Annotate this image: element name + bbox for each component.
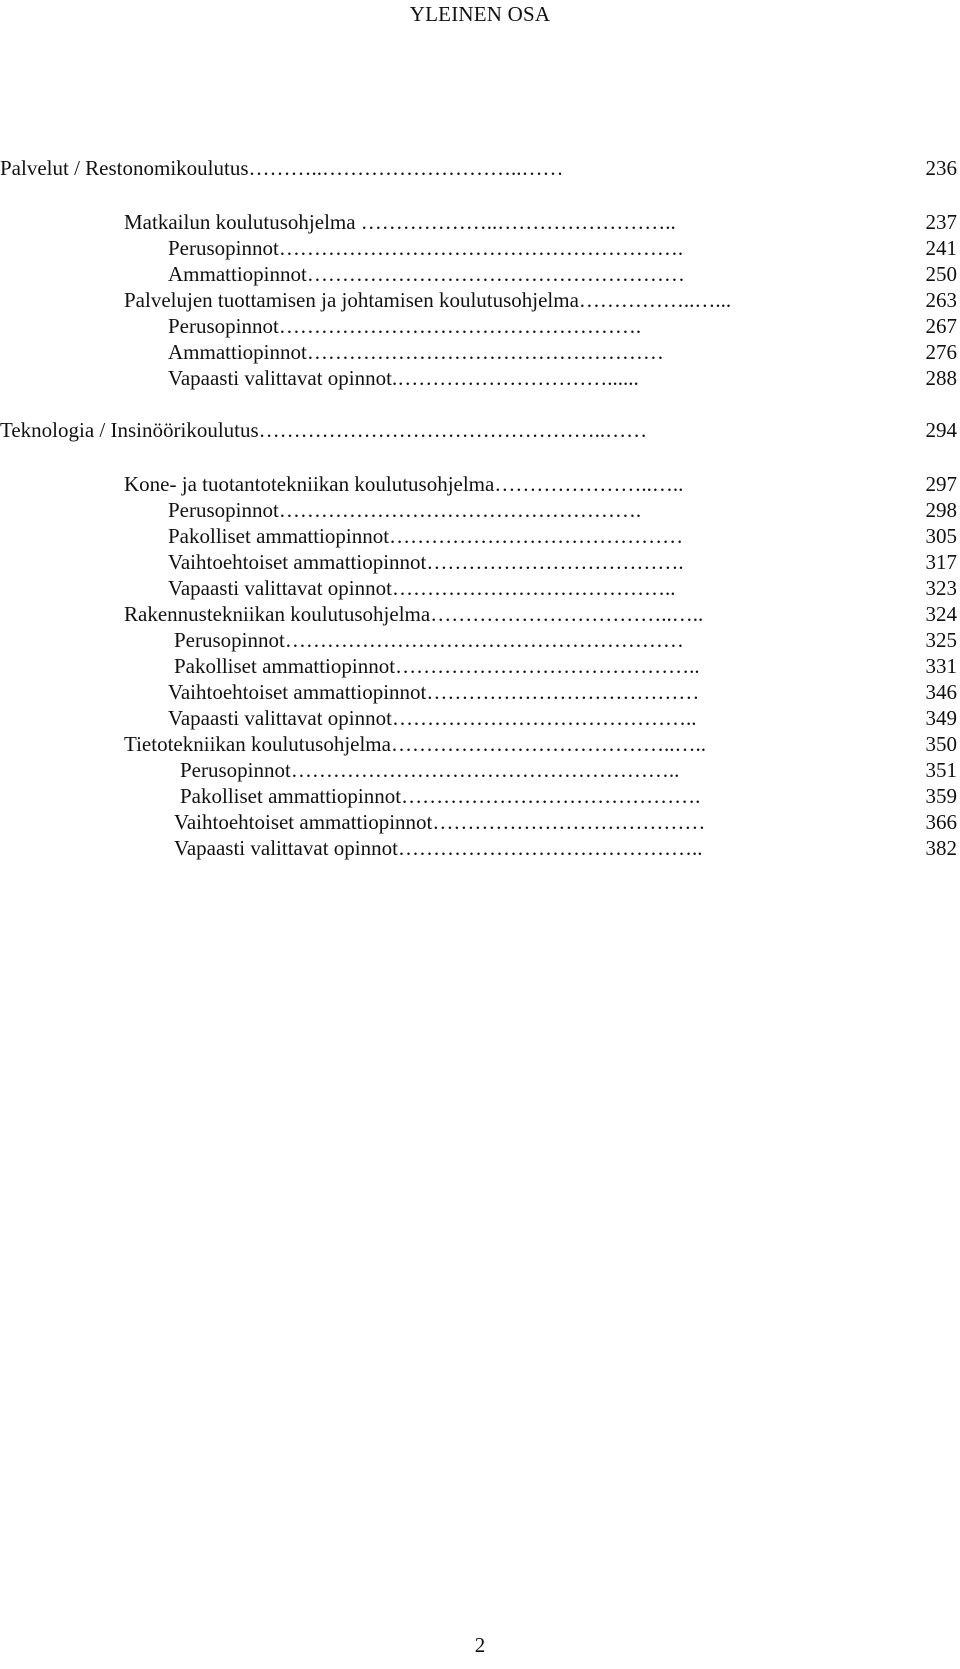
toc-entry — [0, 731, 960, 757]
toc-entry — [0, 757, 960, 783]
toc-entry-page: 351 — [925, 758, 957, 782]
page-number: 2 — [474, 1633, 486, 1657]
toc-entry — [0, 809, 960, 835]
toc-entry-page: 366 — [925, 810, 957, 834]
toc-entry-label: Kone- ja tuotantotekniikan koulutusohjelma…………………..….. — [124, 472, 684, 496]
toc-entry-label: Vaihtoehtoiset ammattiopinnot………………………………… — [168, 680, 700, 704]
toc-entry — [0, 601, 960, 627]
toc-entry — [0, 471, 960, 497]
toc-entry-page: 297 — [925, 472, 957, 496]
toc-entry — [0, 287, 960, 313]
toc-entry-label: Pakolliset ammattiopinnot…………………………………….. — [174, 654, 700, 678]
toc-entry-label: Vaihtoehtoiset ammattiopinnot………………………………. — [168, 550, 684, 574]
toc-entry — [0, 365, 960, 391]
toc-entry — [0, 261, 960, 287]
toc-entry — [0, 313, 960, 339]
toc-entry — [0, 497, 960, 523]
toc-entry — [0, 417, 960, 443]
toc-entry-page: 241 — [925, 236, 957, 260]
toc-entry-label: Vapaasti valittavat opinnot…………………………………….. — [174, 836, 703, 860]
toc-entry-label: Perusopinnot…………………………………………………. — [168, 236, 684, 260]
toc-entry — [0, 653, 960, 679]
toc-entry — [0, 339, 960, 365]
toc-entry-label: Perusopinnot………………………………………………… — [174, 628, 684, 652]
toc-entry-page: 236 — [925, 156, 957, 180]
toc-entry — [0, 835, 960, 861]
toc-entry-page: 346 — [925, 680, 957, 704]
page-header: YLEINEN OSA — [409, 2, 551, 26]
toc-entry-label: Pakolliset ammattiopinnot……………………………………. — [180, 784, 701, 808]
toc-entry-page: 331 — [925, 654, 957, 678]
toc-entry — [0, 783, 960, 809]
toc-entry-label: Tietotekniikan koulutusohjelma…………………………………..….. — [124, 732, 706, 756]
toc-entry-label: Rakennustekniikan koulutusohjelma……………………………..….. — [124, 602, 704, 626]
toc-entry-label: Palvelujen tuottamisen ja johtamisen koulutusohjelma……………..…... — [124, 288, 732, 312]
toc-entry-label: Ammattiopinnot……………………………………………… — [168, 262, 685, 286]
toc-entry-page: 382 — [925, 836, 957, 860]
toc-entry-label: Matkailun koulutusohjelma ………………..…………………….. — [124, 210, 676, 234]
toc-entry-label: Pakolliset ammattiopinnot…………………………………… — [168, 524, 684, 548]
toc-entry-page: 276 — [925, 340, 957, 364]
toc-entry-label: Vapaasti valittavat opinnot………………………………….. — [168, 576, 676, 600]
toc-entry-page: 267 — [925, 314, 957, 338]
toc-entry-page: 294 — [925, 418, 957, 442]
toc-entry-page: 317 — [925, 550, 957, 574]
toc-entry — [0, 705, 960, 731]
toc-entry — [0, 549, 960, 575]
toc-entry-label: Perusopinnot……………………………………………. — [168, 314, 642, 338]
toc-entry-label: Ammattiopinnot…………………………………………… — [168, 340, 664, 364]
toc-entry-page: 359 — [925, 784, 957, 808]
toc-entry — [0, 627, 960, 653]
toc-entry-label: Teknologia / Insinöörikoulutus…………………………………………..…… — [0, 418, 648, 442]
toc-entry — [0, 523, 960, 549]
toc-entry-page: 350 — [925, 732, 957, 756]
toc-entry — [0, 575, 960, 601]
toc-entry-page: 349 — [925, 706, 957, 730]
toc-entry-page: 250 — [925, 262, 957, 286]
toc-entry-label: Palvelut / Restonomikoulutus………..………………………..…… — [0, 156, 564, 180]
toc-entry-page: 325 — [925, 628, 957, 652]
toc-entry-page: 263 — [925, 288, 957, 312]
toc-entry-label: Vaihtoehtoiset ammattiopinnot………………………………… — [174, 810, 706, 834]
toc-entry-label: Vapaasti valittavat opinnot…………………………………….. — [168, 706, 697, 730]
toc-entry-page: 305 — [925, 524, 957, 548]
toc-entry-page: 237 — [925, 210, 957, 234]
toc-entry — [0, 209, 960, 235]
toc-entry-page: 323 — [925, 576, 957, 600]
toc-entry-label: Perusopinnot……………………………………………….. — [180, 758, 680, 782]
toc-entry — [0, 155, 960, 181]
toc-entry-label: Vapaasti valittavat opinnot.…………………………...... — [168, 366, 639, 390]
toc-entry-label: Perusopinnot……………………………………………. — [168, 498, 642, 522]
toc-entry-page: 288 — [925, 366, 957, 390]
toc-entry-page: 324 — [925, 602, 957, 626]
toc-entry-page: 298 — [925, 498, 957, 522]
toc-entry — [0, 235, 960, 261]
toc-entry — [0, 679, 960, 705]
